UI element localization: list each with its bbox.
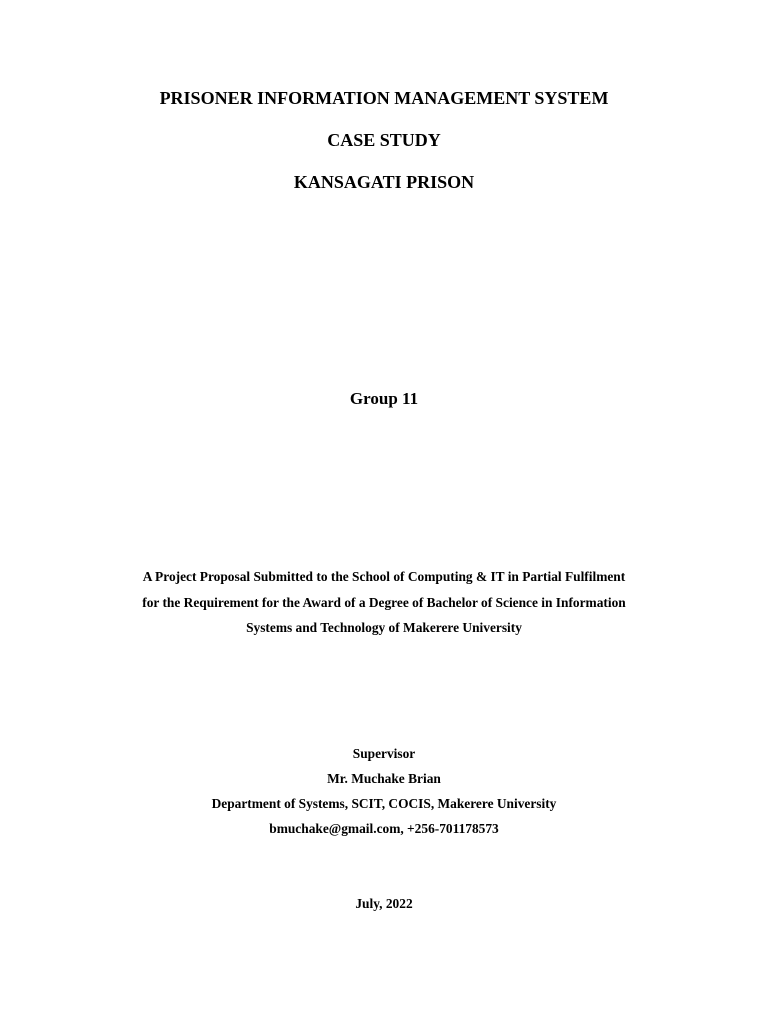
document-date: July, 2022 [355,896,413,911]
supervisor-contact: bmuchake@gmail.com, +256-701178573 [269,821,499,836]
document-title: PRISONER INFORMATION MANAGEMENT SYSTEM [159,88,609,108]
supervisor-department: Department of Systems, SCIT, COCIS, Makerere University [211,796,557,811]
proposal-line-1: A Project Proposal Submitted to the School of Computing & IT in Partial Fulfilment [142,569,626,584]
supervisor-name: Mr. Muchake Brian [327,771,441,786]
prison-name: KANSAGATI PRISON [293,172,475,192]
supervisor-heading: Supervisor [352,746,416,761]
proposal-line-2: for the Requirement for the Award of a Degree of Bachelor of Science in Information [142,595,626,610]
group-label: Group 11 [349,389,419,408]
case-study-heading: CASE STUDY [327,130,441,150]
proposal-line-3: Systems and Technology of Makerere University [246,620,522,635]
